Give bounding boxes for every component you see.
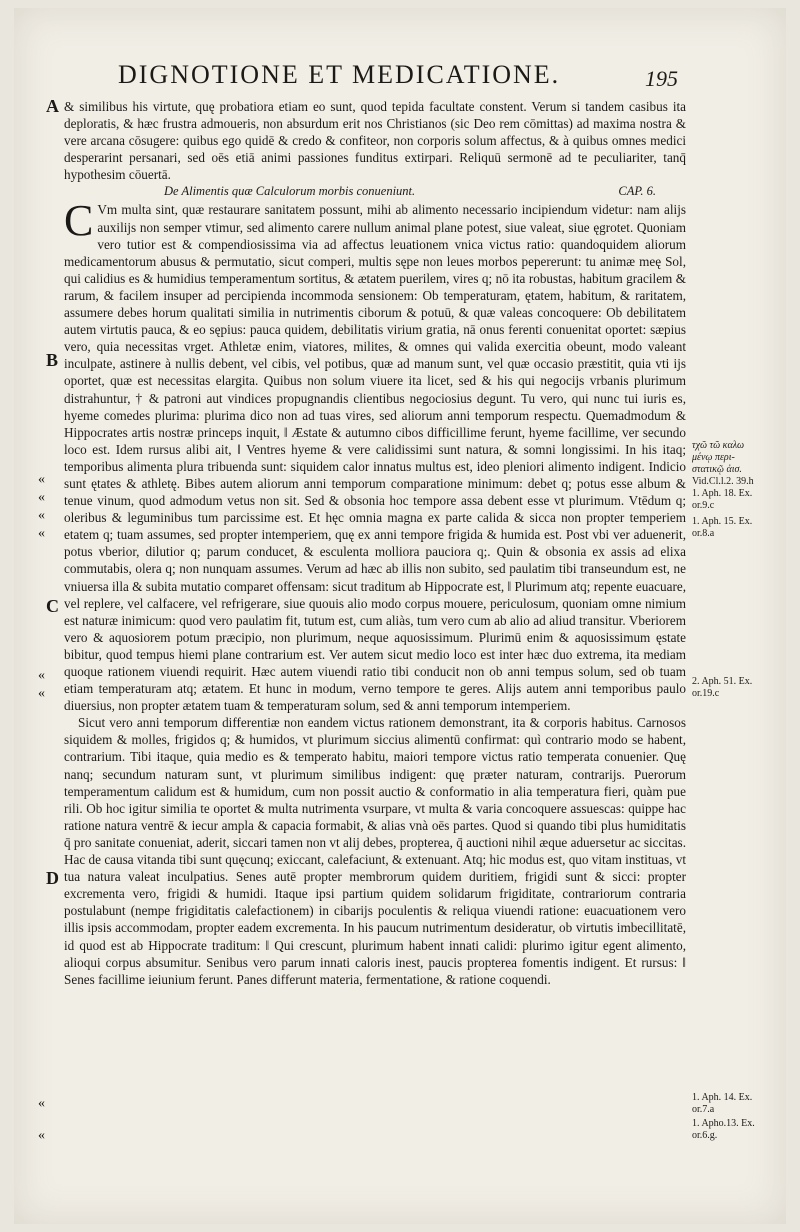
margin-note-line: or.7.a bbox=[692, 1104, 715, 1115]
paragraph-chapter-text: Vm multa sint, quæ restaurare sanitatem possunt, mihi ab alimento necessario incipiendum videtur: nam alijs auxilijs non semper vtimur, sed alimento carere nullum animal plane potest, siue valeat, siue ęgrotet. Quoniam vero tutior est & compendiosissima via ad affectus leuationem vnica victus ratio: quandoquidem aliorum medicamentorum abusus & permutatio, sicut comperi, multis sępe non leues morbos pepererunt: tu animæ meę Sol, qui calidius es & humidius temperamentum sortitus, & ætatem puerilem, vires q; nō ita robustas, habitum gracilem & rarum, & facilem insuper ad percipienda incommoda sensionem: Ob temperaturam, ętatem, habitum, & raritatem, assumere debes horum qualitati similia in nutrimentis ciborum & potuū, & quæ valeas concoquere: Ob debilitatem autem virtutis pauca, & eo sępius: pauca quidem, debilitatis virium gratia, nā onus ferenti conuenitat oportet: sæpius vero, quia necessitas vrget. Athletæ enim, viatores, milites, & omnes qui valida exercitia obeunt, modo valeant inculpate, astinere à nullis debent, vel cibis, vel potibus, quæ ad manum sunt, vel quæ occasio præstitit, quia vti ijs oportet, quæ est necessitas elargita. Quibus non solum viuere ita licet, sed & his qui negocijs vrbanis plurimum distrahuntur, † & patroni aut vindices propugnandis clientibus negociosius degunt. Tu vero, qui nunc tui iuris es, hyeme comedes plurima: plurima dico non ad tuas vires, sed aliorum anni temporum respectu. Quemadmodum & Hippocrates artis nostræ princeps inquit, ‖ Æstate & autumno cibos difficillime ferunt, hyeme facillime, ver secundo loco est. Idem rursus alibi ait, ‖ Ventres hyeme & vere calidissimi sunt natura, & somni longissimi. In his itaq; temporibus alimenta plura tribuenda sunt: siquidem calor innatus multus est, ideo pleniori alimento indigent. Indicio sunt ętates & athletę. Bibes autem aliorum anni temporum comparatione minimum: debet q; potus esse album & tenue vinum, quod admodum vetus non sit. Sed & obsonia hoc tempore assa debent esse vt plurimum. Vtēdum q; oleribus & leguminibus tum parcissime est. Et hęc omnia magna ex parte calida & sicca non propter temperiem etatem q; tuam assumes, sed propter intemperiem, quę ex anni tempore frigida & humida est. Post vbi ver aduenerit, potus vberior, dilutior q; parum conducet, & esculenta molliora pauciora q;. Quin & obsonia ex assis ad elixa commutabis, olera q; non nunquam assumes. Verum ad hæc ab illis non subito, sed paulatim tibi transeundum est, ne vniuersa illa & subita mutatio comparet offensam: sicut traditum ab Hippocrate est, ‖ Plurimum atq; repente euacuare, vel replere, vel calfacere, vel refrigerare, siue quouis alio modo corpus mouere, periculosum, quoniam omne nimium est naturæ inimicum: quod vero paulatim fit, tutum est, cum aliàs, tum vero cum ab alio ad aliud transitur. Vberiorem vero & aquosiorem potum præcipio, non plurimum, neque aquosissimum. Plurimū enim & aquosissimum ęstate bibitur, quod tempus hiemi plane contrarium est. Ver autem sicut medio loco est inter hæc duo extrema, ita mediam quoque rationem viuendi requirit. Hæc autem viuendi ratio tibi conducit non ob anni tempus solum, sed ob tuam etiam temperaturam atq; ætatem. Et hunc in modum, verno tempore te geres. Alijs autem anni temporibus paulo diuersius, non propter ætatem tuam & temperaturam solum, sed & anni temporum intemperiem. bbox=[64, 202, 686, 714]
quote-mark: « bbox=[38, 472, 45, 487]
quote-mark: « bbox=[38, 1096, 45, 1111]
quote-mark: « bbox=[38, 508, 45, 523]
margin-note-line: τχῶ τῶ καλω bbox=[692, 440, 745, 451]
section-letter-a: A bbox=[46, 96, 59, 116]
margin-note-line: Vid.Cl.l.2. 39.h bbox=[692, 476, 754, 487]
paragraph-closing: Sicut vero anni temporum differentiæ non eandem victus rationem demonstrant, ita & corporis habitus. Carnosos siquidem & molles, frigidos q; & humidos, vt plurimum siccius alimentū confirmat: quì contrario modo se habent, contrarium. Tibi itaque, quia medio es & temperato habitu, maiori tempore victus ratio temperata conuenier. Quę nanq; secundum naturam sunt, vt plurimum similibus indigent: quę præter naturam, contrarijs. Puerorum temperamentum calidum est & humidum, cum non possit auctio & conformatio in alia temperatura fieri, quàm pue rili. Ob hoc igitur similia te oportet & multa nutrimenta vsurpare, vt multa & varia concoquere assuescas: quippe hac ratione natura ventrē & iecur ampla & capacia formabit, & alias vnà oēs partes. Quod si quando tibi plus humiditatis q̄ pro sanitate conueniat, aderit, siccari tamen non vt alij debes, propterea, q̄ auctioni nihil æque aduersetur ac siccitas. Hac de causa vitanda tibi sunt quęcunq; exiccant, calefaciunt, & extenuant. Atq; hic modus est, quo vitam instituas, vt tua natura valeat inculpatius. Senes autē propter membrorum quidem duritiem, frigidi sunt & sicci: propter excrementa vero, frigidi & humidi. Itaque ipsi partium quidem solidarum frigiditate, contrariorum contraria postulabunt (nempe frigiditatis calefactionem) in cibarijs poculentis & reliqua viuendi ratione: euacuationem vero illis ipsis accommodam, propter eadem excrementa. In his paucum nutrimentum desideratur, ob virtutis imbecillitatē, id quod est ab Hippocrate traditum: ‖ Qui crescunt, plurimum habent innati calidi: plurimo igitur egent alimento, alioqui corpus absumitur. Senibus vero parum innati caloris inest, paucis propterea fomentis indigent. Et rursus: ‖ Senes facillime ieiunium ferunt. Panes differunt materia, fermentatione, & ratione coquendi. bbox=[64, 715, 686, 987]
chapter-number: CAP. 6. bbox=[618, 184, 656, 199]
section-letter-b: B bbox=[46, 350, 59, 370]
page-header bbox=[118, 60, 678, 94]
main-text-column bbox=[64, 98, 686, 988]
quote-mark: « bbox=[38, 490, 45, 505]
margin-note-citation bbox=[692, 676, 784, 700]
margin-note-line: 1. Aph. 15. Ex. bbox=[692, 516, 753, 527]
chapter-heading bbox=[64, 183, 686, 201]
section-letter-c: C bbox=[46, 596, 59, 616]
margin-note-line: or.8.a bbox=[692, 528, 715, 539]
page-number: 195 bbox=[645, 66, 678, 91]
paragraph-chapter-body bbox=[64, 196, 686, 714]
chapter-title: De Alimentis quæ Calculorum morbis conueniunt. bbox=[164, 184, 416, 199]
quote-mark: « bbox=[38, 686, 45, 701]
margin-note-citation bbox=[692, 516, 784, 540]
margin-note-line: 1. Aph. 18. Ex. bbox=[692, 488, 753, 499]
margin-note-line: or.9.c bbox=[692, 500, 715, 511]
margin-note-line: or.6.g. bbox=[692, 1130, 718, 1141]
quote-mark: « bbox=[38, 1128, 45, 1143]
margin-note-line: 1. Apho.13. Ex. bbox=[692, 1118, 755, 1129]
drop-cap: C bbox=[64, 196, 94, 246]
quote-mark: « bbox=[38, 668, 45, 683]
paragraph-intro: & similibus his virtute, quę probatiora etiam eo sunt, quod tepida facultate constent. Verum si tandem casibus ita deploratis, & hæc frustra admoueris, non absurdum erit nos Christianos (sic Deo rem cōmittas) ad maxima nostra & vere arcana cōsugere: quibus ego quidē & credo & confiteor, non corporis solum affectus, & à quibus omnes medici desperarint persanari, sed oēs etiā animi passiones funditus extirpari. Reliquū sermonē ad te peculiariter, tanq̄ hypothesim cōuertā. bbox=[64, 99, 686, 183]
margin-note-line: or.19.c bbox=[692, 688, 720, 699]
margin-note-line: στατικῷ ἀισ. bbox=[692, 464, 742, 475]
margin-note-line: 1. Aph. 14. Ex. bbox=[692, 1092, 753, 1103]
margin-note-citation bbox=[692, 1118, 784, 1142]
margin-note-citation bbox=[692, 1092, 784, 1116]
margin-note-line: μένῳ περι- bbox=[692, 452, 735, 463]
margin-note-greek bbox=[692, 440, 784, 488]
margin-note-line: 2. Aph. 51. Ex. bbox=[692, 676, 753, 687]
section-letter-d: D bbox=[46, 868, 59, 888]
margin-note-citation bbox=[692, 488, 784, 512]
quote-mark: « bbox=[38, 526, 45, 541]
running-title: DIGNOTIONE ET MEDICATIONE. bbox=[118, 60, 561, 89]
